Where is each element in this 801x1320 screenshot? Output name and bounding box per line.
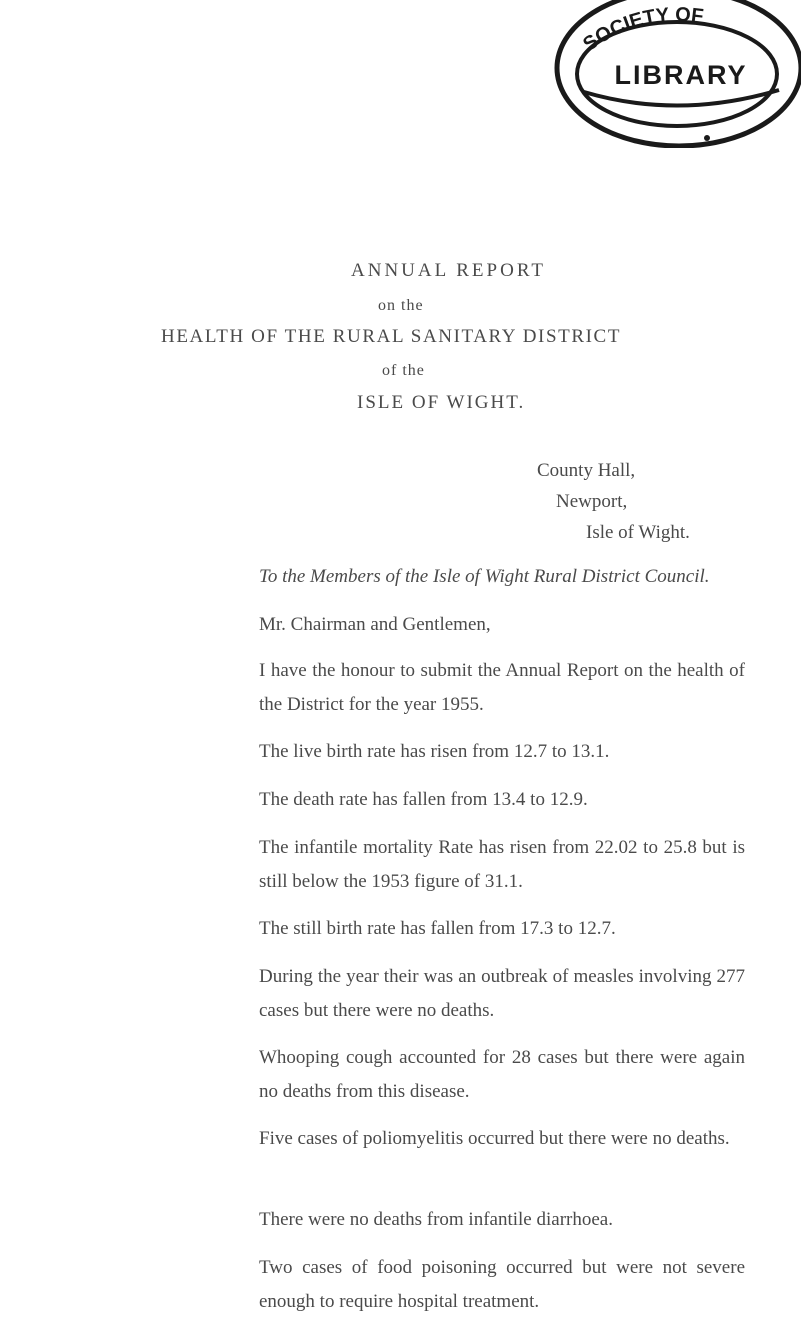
- paragraph-3: The death rate has fallen from 13.4 to 12.9.: [259, 789, 588, 810]
- paragraph-8: Five cases of poliomyelitis occurred but there were no deaths.: [259, 1128, 730, 1149]
- paragraph-6: During the year their was an outbreak of measles involving 277 cases but there were no deaths.: [259, 966, 745, 1021]
- stamp-top-text: SOCIETY OF: [579, 3, 705, 56]
- paragraph-7: Whooping cough accounted for 28 cases but there were again no deaths from this disease.: [259, 1047, 745, 1102]
- of-the-text: of the: [382, 362, 425, 379]
- address-line-2: Newport,: [556, 491, 628, 512]
- address-line-1: County Hall,: [537, 460, 636, 481]
- stamp-library-text: LIBRARY: [614, 60, 748, 90]
- greeting: Mr. Chairman and Gentlemen,: [259, 614, 491, 635]
- address-line-3: Isle of Wight.: [586, 522, 690, 543]
- paragraph-2: The live birth rate has risen from 12.7 to 13.1.: [259, 741, 610, 762]
- paragraph-5: The still birth rate has fallen from 17.3 to 12.7.: [259, 918, 616, 939]
- salutation: To the Members of the Isle of Wight Rural District Council.: [259, 566, 710, 587]
- paragraph-9: There were no deaths from infantile diarrhoea.: [259, 1209, 613, 1230]
- paragraph-10: Two cases of food poisoning occurred but were not severe enough to require hospital treatment.: [259, 1257, 745, 1312]
- library-stamp: [549, 0, 801, 148]
- report-place: ISLE OF WIGHT.: [357, 392, 526, 413]
- report-subject: HEALTH OF THE RURAL SANITARY DISTRICT: [161, 326, 622, 347]
- paragraph-4: The infantile mortality Rate has risen from 22.02 to 25.8 but is still below the 1953 figure of 31.1.: [259, 837, 745, 892]
- paragraph-1: I have the honour to submit the Annual Report on the health of the District for the year 1955.: [259, 660, 745, 715]
- report-title: ANNUAL REPORT: [351, 260, 546, 281]
- on-the-text: on the: [378, 297, 424, 314]
